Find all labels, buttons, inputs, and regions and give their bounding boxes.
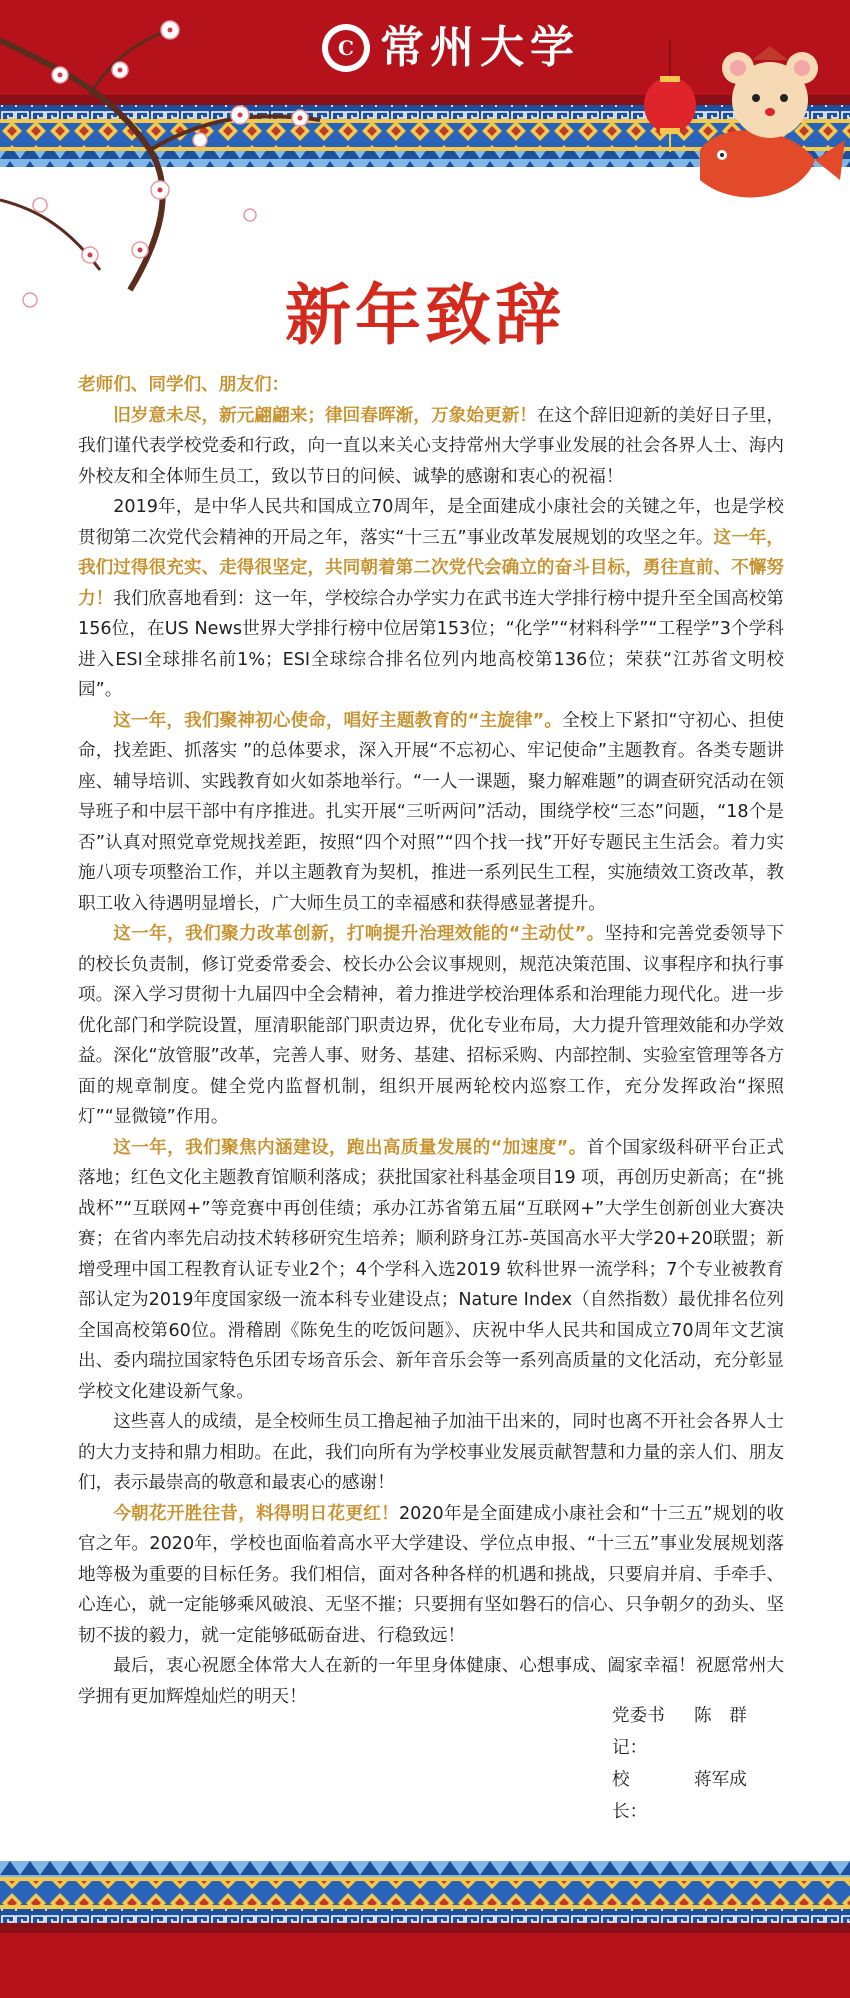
signature-block bbox=[612, 1700, 812, 1828]
paragraph-5 bbox=[78, 1133, 784, 1408]
rat-mascot-with-lantern-icon bbox=[640, 40, 850, 215]
paragraph-6 bbox=[78, 1407, 784, 1499]
signature-label: 党委书记： bbox=[612, 1706, 665, 1758]
bottom-ornamental-border bbox=[0, 1843, 850, 1933]
paragraph-2 bbox=[78, 492, 784, 706]
highlight-text: 这一年，我们聚力改革创新，打响提升治理效能的“主动仗”。 bbox=[113, 924, 605, 944]
body-text: 在这个辞旧迎新的美好日子里，我们谨代表学校党委和行政，向一直以来关心支持常州大学事业发展的社会各界人士、海内外校友和全体师生员工，致以节日的问候、诚挚的感谢和衷心的祝福！ bbox=[78, 405, 784, 487]
paragraph-3 bbox=[78, 706, 784, 920]
body-text: 2020年是全面建成小康社会和“十三五”规划的收官之年。2020年，学校也面临着高水平大学建设、学位点申报、“十三五”事业发展规划落地等极为重要的目标任务。我们相信，面对各种各样的机遇和挑战，只要肩并肩、手牵手、心连心，就一定能够乘风破浪、无坚不摧；只要拥有坚如磐石的信心、只争朝夕的劲头、坚韧不拔的毅力，就一定能够砥砺奋进、行稳致远！ bbox=[78, 1503, 784, 1646]
university-name: 常州大学 bbox=[380, 22, 580, 73]
body-text: 最后，衷心祝愿全体常大人在新的一年里身体健康、心想事成、阖家幸福！祝愿常州大学拥有更加辉煌灿烂的明天！ bbox=[78, 1656, 784, 1707]
highlight-text: 这一年，我们过得很充实、走得很坚定，共同朝着第二次党代会确立的奋斗目标，勇往直前、不懈努力！ bbox=[78, 527, 784, 609]
letter-body bbox=[78, 370, 784, 1712]
footer-band bbox=[0, 1933, 850, 1998]
body-text: 坚持和完善党委领导下的校长负责制，修订党委常委会、校长办公会议事规则，规范决策范围、议事程序和执行事项。深入学习贯彻十九届四中全会精神，着力推进学校治理体系和治理能力现代化。进一步优化部门和学院设置，厘清职能部门职责边界，优化专业布局，大力提升管理效能和办学效益。深化“放管服”改革，完善人事、财务、基建、招标采购、内部控制、实验室管理等各方面的规章制度。健全党内监督机制，组织开展两轮校内巡察工作，充分发挥政治“探照灯”“显微镜”作用。 bbox=[78, 924, 784, 1127]
paragraph-1 bbox=[78, 401, 784, 493]
highlight-text: 旧岁意未尽，新元翩翩来；律回春晖渐，万象始更新！ bbox=[113, 405, 537, 426]
highlight-text: 今朝花开胜往昔，料得明日花更红！ bbox=[113, 1503, 399, 1524]
body-text: 2019年，是中华人民共和国成立70周年，是全面建成小康社会的关键之年，也是学校贯彻第二次党代会精神的开局之年，落实“十三五”事业改革发展规划的攻坚之年。 bbox=[78, 497, 784, 548]
paragraph-7 bbox=[78, 1499, 784, 1652]
signature-name: 陈 群 bbox=[694, 1706, 747, 1726]
signature-name: 蒋军成 bbox=[694, 1770, 747, 1790]
signature-party-secretary bbox=[612, 1700, 812, 1764]
body-text: 这些喜人的成绩，是全校师生员工撸起袖子加油干出来的，同时也离不开社会各界人士的大力支持和鼎力相助。在此，我们向所有为学校事业发展贡献智慧和力量的亲人们、朋友们，表示最崇高的敬意和最衷心的感谢！ bbox=[78, 1412, 784, 1493]
body-text: 全校上下紧扣“守初心、担使命，找差距、抓落实 ”的总体要求，深入开展“不忘初心、牢记使命”主题教育。各类专题讲座、辅导培训、实践教育如火如荼地举行。“一人一课题，聚力解难题”的调查研究活动在领导班子和中层干部中有序推进。扎实开展“三听两问”活动，围绕学校“三态”问题，“18个是否”认真对照党章党规找差距，按照“四个对照”“四个找一找”开好专题民主生活会。着力实施八项专项整治工作，并以主题教育为契机，推进一系列民生工程，实施绩效工资改革，教职工收入待遇明显增长，广大师生员工的幸福感和获得感显著提升。 bbox=[78, 710, 784, 914]
page-title: 新年致辞 bbox=[285, 276, 565, 354]
signature-label: 校 长： bbox=[612, 1770, 665, 1822]
body-text: 我们欣喜地看到：这一年，学校综合办学实力在武书连大学排行榜中提升至全国高校第156位，在US News世界大学排行榜中位居第153位；“化学”“材料科学”“工程学”3个学科进入ESI全球排名前1%；ESI全球综合排名位列内地高校第136位；荣获“江苏省文明校园”。 bbox=[78, 588, 784, 700]
university-logo bbox=[322, 22, 580, 74]
highlight-text: 这一年，我们聚神初心使命，唱好主题教育的“主旋律”。 bbox=[113, 710, 563, 731]
salutation: 老师们、同学们、朋友们： bbox=[78, 375, 290, 395]
paragraph-4 bbox=[78, 919, 784, 1133]
highlight-text: 这一年，我们聚焦内涵建设，跑出高质量发展的“加速度”。 bbox=[113, 1137, 587, 1158]
body-text: 首个国家级科研平台正式落地；红色文化主题教育馆顺利落成；获批国家社科基金项目19 项，再创历史新高；在“挑战杯”“互联网+”等竞赛中再创佳绩；承办江苏省第五届“互联网+”大学生创新创业大赛决赛；在省内率先启动技术转移研究生培养；顺利跻身江苏-英国高水平大学20+20联盟；新增受理中国工程教育认证专业2个；4个学科入选2019 软科世界一流学科；7个专业被教育部认定为2019年度国家级一流本科专业建设点；Nature Index（自然指数）最优排名位列全国高校第60位。滑稽剧《陈免生的吃饭问题》、庆祝中华人民共和国成立70周年文艺演出、委内瑞拉国家特色乐团专场音乐会、新年音乐会等一系列高质量的文化活动，充分彰显学校文化建设新气象。 bbox=[78, 1137, 784, 1402]
university-emblem-icon: C bbox=[322, 24, 370, 72]
signature-president bbox=[612, 1764, 812, 1828]
